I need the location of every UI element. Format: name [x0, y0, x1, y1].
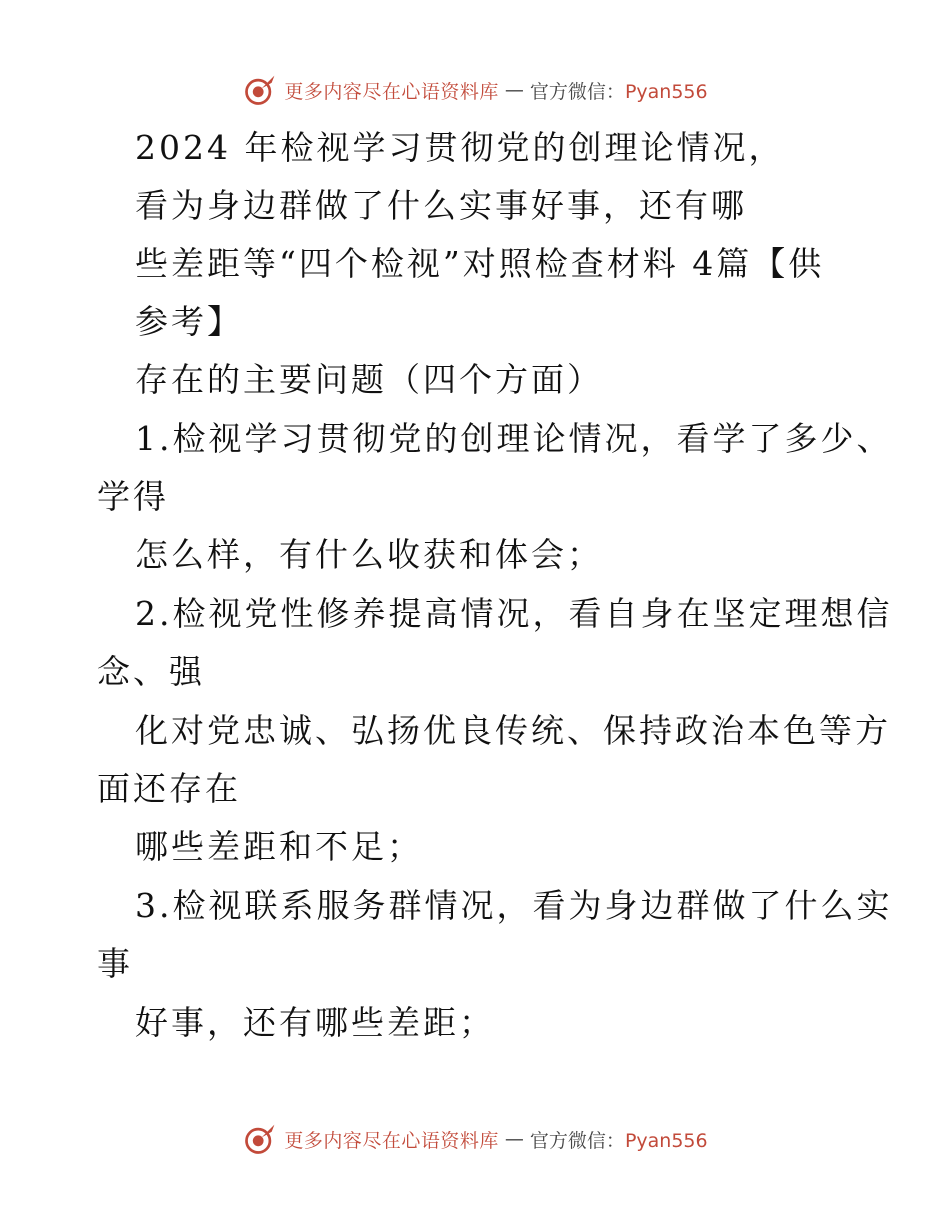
item-1-line-2: 学得 — [97, 477, 169, 516]
header-wechat — [530, 77, 708, 104]
item-2-line-4: 面还存在 — [97, 769, 241, 808]
footer-wechat — [530, 1126, 708, 1153]
item-1-line-3: 怎么样，有什么收获和体会； — [135, 535, 603, 574]
item-2-line-1: 2.检视党性修养提高情况，看自身在坚定理想信 — [135, 594, 893, 633]
footer-separator: — — [504, 1128, 524, 1150]
item-1-line-1: 1.检视学习贯彻党的创理论情况，看学了多少、 — [135, 419, 893, 458]
item-2-line-3: 化对党忠诚、弘扬优良传统、保持政治本色等方 — [135, 711, 891, 750]
header-separator: — — [504, 79, 524, 101]
footer-wechat-label: 官方微信： — [529, 1129, 625, 1152]
item-3-line-3: 好事，还有哪些差距； — [135, 1003, 495, 1042]
item-3-line-2: 事 — [97, 944, 133, 983]
footer-site-text: 更多内容尽在心语资料库 — [284, 1129, 499, 1152]
item-2-line-5: 哪些差距和不足； — [135, 827, 423, 866]
header-site-text: 更多内容尽在心语资料库 — [284, 80, 499, 103]
section-heading: 存在的主要问题（四个方面） — [135, 360, 603, 399]
quill-circle-logo-icon — [242, 72, 278, 108]
item-2-line-2: 念、强 — [97, 652, 205, 691]
footer-wechat-account: Pyan556 — [624, 1129, 708, 1152]
header-wechat-label: 官方微信： — [529, 80, 625, 103]
title-line-2: 看为身边群做了什么实事好事，还有哪 — [135, 186, 747, 225]
footer-banner — [0, 1119, 950, 1159]
header-banner — [0, 70, 950, 110]
item-3-line-1: 3.检视联系服务群情况，看为身边群做了什么实 — [135, 886, 893, 925]
title-line-1: 2024 年检视学习贯彻党的创理论情况， — [135, 128, 785, 167]
title-line-3: 些差距等“四个检视”对照检查材料 4篇【供 — [135, 244, 825, 283]
title-line-4: 参考】 — [135, 302, 243, 341]
quill-circle-logo-icon — [242, 1121, 278, 1157]
header-wechat-account: Pyan556 — [624, 80, 708, 103]
